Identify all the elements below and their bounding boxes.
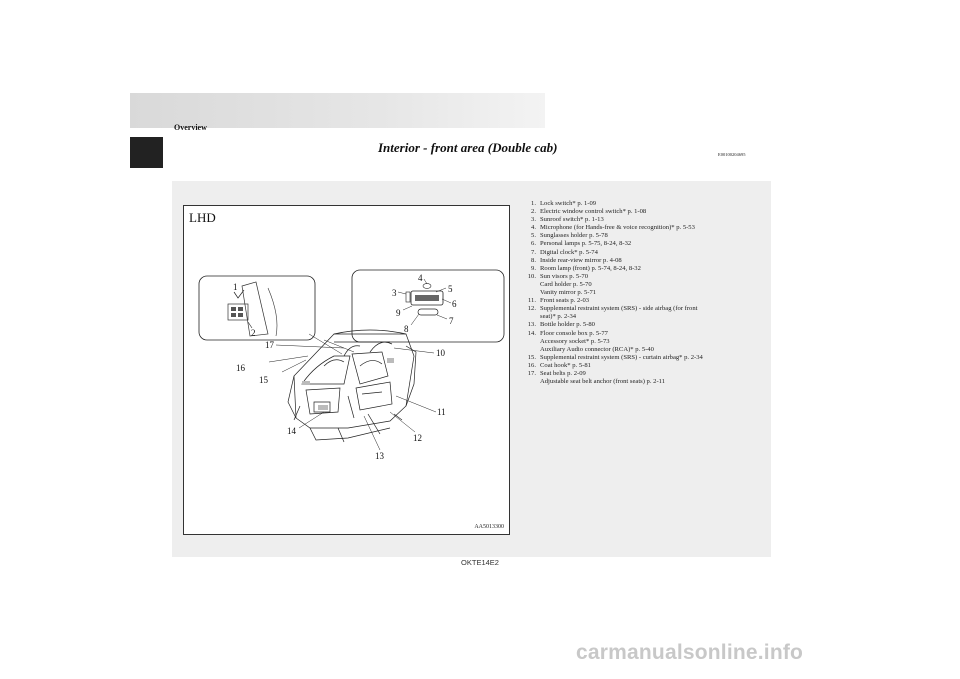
callout-label: 5 bbox=[448, 284, 453, 294]
switch-button-shape bbox=[238, 307, 243, 311]
callout-label: 4 bbox=[418, 273, 423, 283]
legend-number: 4. bbox=[531, 224, 536, 232]
legend-text: Coat hook* p. 5-81 bbox=[540, 361, 591, 369]
figure-image-code: AA5013300 bbox=[474, 524, 504, 530]
legend-item bbox=[522, 273, 762, 297]
legend-text: Sun visors p. 5-70 bbox=[540, 272, 588, 280]
section-tab bbox=[130, 137, 163, 168]
legend-item bbox=[522, 370, 762, 386]
legend-item bbox=[522, 232, 762, 240]
legend-item bbox=[522, 354, 762, 362]
legend-number: 7. bbox=[531, 248, 536, 256]
legend-number: 15. bbox=[527, 353, 536, 361]
legend-item bbox=[522, 240, 762, 248]
legend-text: Lock switch* p. 1-09 bbox=[540, 200, 597, 207]
legend-item bbox=[522, 362, 762, 370]
legend-number: 8. bbox=[531, 256, 536, 264]
legend-text: Adjustable seat belt anchor (front seats) p. 2-11 bbox=[540, 378, 665, 386]
legend-text: Sunglasses holder p. 5-78 bbox=[540, 232, 608, 240]
callout-label: 2 bbox=[251, 328, 256, 338]
legend-number: 6. bbox=[531, 240, 536, 248]
legend-text: Personal lamps p. 5-75, 8-24, 8-32 bbox=[540, 240, 632, 248]
legend-item bbox=[522, 208, 762, 216]
legend-text: Vanity mirror p. 5-71 bbox=[540, 289, 597, 297]
legend-number: 13. bbox=[527, 321, 536, 329]
callout-label: 10 bbox=[436, 348, 445, 358]
legend-text: Bottle holder p. 5-80 bbox=[540, 321, 595, 329]
legend-text: Floor console box p. 5-77 bbox=[540, 329, 608, 337]
legend-text: Inside rear-view mirror p. 4-08 bbox=[540, 256, 622, 264]
legend-item bbox=[522, 216, 762, 224]
legend-item bbox=[522, 200, 762, 208]
cabin-illustration bbox=[288, 330, 416, 442]
interior-diagram bbox=[184, 206, 511, 536]
legend-number: 5. bbox=[531, 232, 536, 240]
footer-code: OKTE14E2 bbox=[461, 558, 499, 567]
page-title: Interior - front area (Double cab) bbox=[378, 140, 558, 155]
legend-text: Digital clock* p. 5-74 bbox=[540, 248, 598, 256]
legend-item bbox=[522, 265, 762, 273]
callout-label: 11 bbox=[437, 407, 446, 417]
switch-button-shape bbox=[238, 313, 243, 317]
callout-label: 3 bbox=[392, 288, 397, 298]
legend-item bbox=[522, 224, 762, 232]
callout-label: 15 bbox=[259, 375, 268, 385]
callout-label: 7 bbox=[449, 316, 454, 326]
sunroof-switch-shape bbox=[406, 292, 410, 302]
section-label: Overview bbox=[174, 123, 207, 132]
legend-number: 12. bbox=[527, 305, 536, 313]
callout-label: 17 bbox=[265, 340, 274, 350]
legend-number: 10. bbox=[527, 272, 536, 280]
legend-item bbox=[522, 321, 762, 329]
reference-code: E00100204695 bbox=[718, 152, 746, 157]
component-legend bbox=[522, 200, 762, 386]
callout-label: 14 bbox=[287, 426, 296, 436]
legend-text: Front seats p. 2-03 bbox=[540, 297, 590, 305]
callout-label: 16 bbox=[236, 363, 245, 373]
microphone-shape bbox=[423, 284, 431, 289]
figure-region-label: LHD bbox=[189, 210, 216, 225]
legend-text: Microphone (for Hands-free & voice recognition)* p. 5-53 bbox=[540, 224, 695, 232]
legend-text: Accessory socket* p. 5-73 bbox=[540, 337, 610, 345]
legend-number: 17. bbox=[527, 369, 536, 377]
legend-text: Supplemental restraint system (SRS) - side airbag (for front bbox=[540, 305, 698, 313]
legend-text: Sunroof switch* p. 1-13 bbox=[540, 216, 604, 224]
mirror-shape bbox=[418, 309, 438, 315]
callout-label: 1 bbox=[233, 282, 238, 292]
callout-label: 6 bbox=[452, 299, 457, 309]
legend-text: Card holder p. 5-70 bbox=[540, 280, 592, 288]
legend-item bbox=[522, 330, 762, 354]
inset-overhead-console bbox=[352, 270, 504, 342]
switch-button-shape bbox=[231, 313, 236, 317]
legend-text: Seat belts p. 2-09 bbox=[540, 369, 586, 377]
switch-button-shape bbox=[231, 307, 236, 311]
callout-label: 13 bbox=[375, 451, 384, 461]
legend-text: Room lamp (front) p. 5-74, 8-24, 8-32 bbox=[540, 264, 641, 272]
interior-figure bbox=[183, 205, 510, 535]
legend-number: 1. bbox=[531, 200, 536, 207]
legend-item bbox=[522, 297, 762, 305]
legend-number: 9. bbox=[531, 264, 536, 272]
legend-number: 16. bbox=[527, 361, 536, 369]
console-lamp-shape bbox=[415, 295, 439, 301]
callout-label: 9 bbox=[396, 308, 401, 318]
legend-number: 14. bbox=[527, 329, 536, 337]
legend-text: Supplemental restraint system (SRS) - curtain airbag* p. 2-34 bbox=[540, 353, 703, 361]
watermark: carmanualsonline.info bbox=[576, 641, 804, 664]
legend-item bbox=[522, 257, 762, 265]
legend-number: 2. bbox=[531, 208, 536, 216]
legend-text: seat)* p. 2-34 bbox=[540, 313, 577, 321]
callout-label: 8 bbox=[404, 324, 409, 334]
callout-label: 12 bbox=[413, 433, 422, 443]
legend-number: 11. bbox=[528, 297, 536, 305]
legend-item bbox=[522, 249, 762, 257]
legend-text: Electric window control switch* p. 1-08 bbox=[540, 208, 647, 216]
legend-text: Auxiliary Audio connector (RCA)* p. 5-40 bbox=[540, 345, 654, 353]
legend-item bbox=[522, 305, 762, 321]
legend-number: 3. bbox=[531, 216, 536, 224]
